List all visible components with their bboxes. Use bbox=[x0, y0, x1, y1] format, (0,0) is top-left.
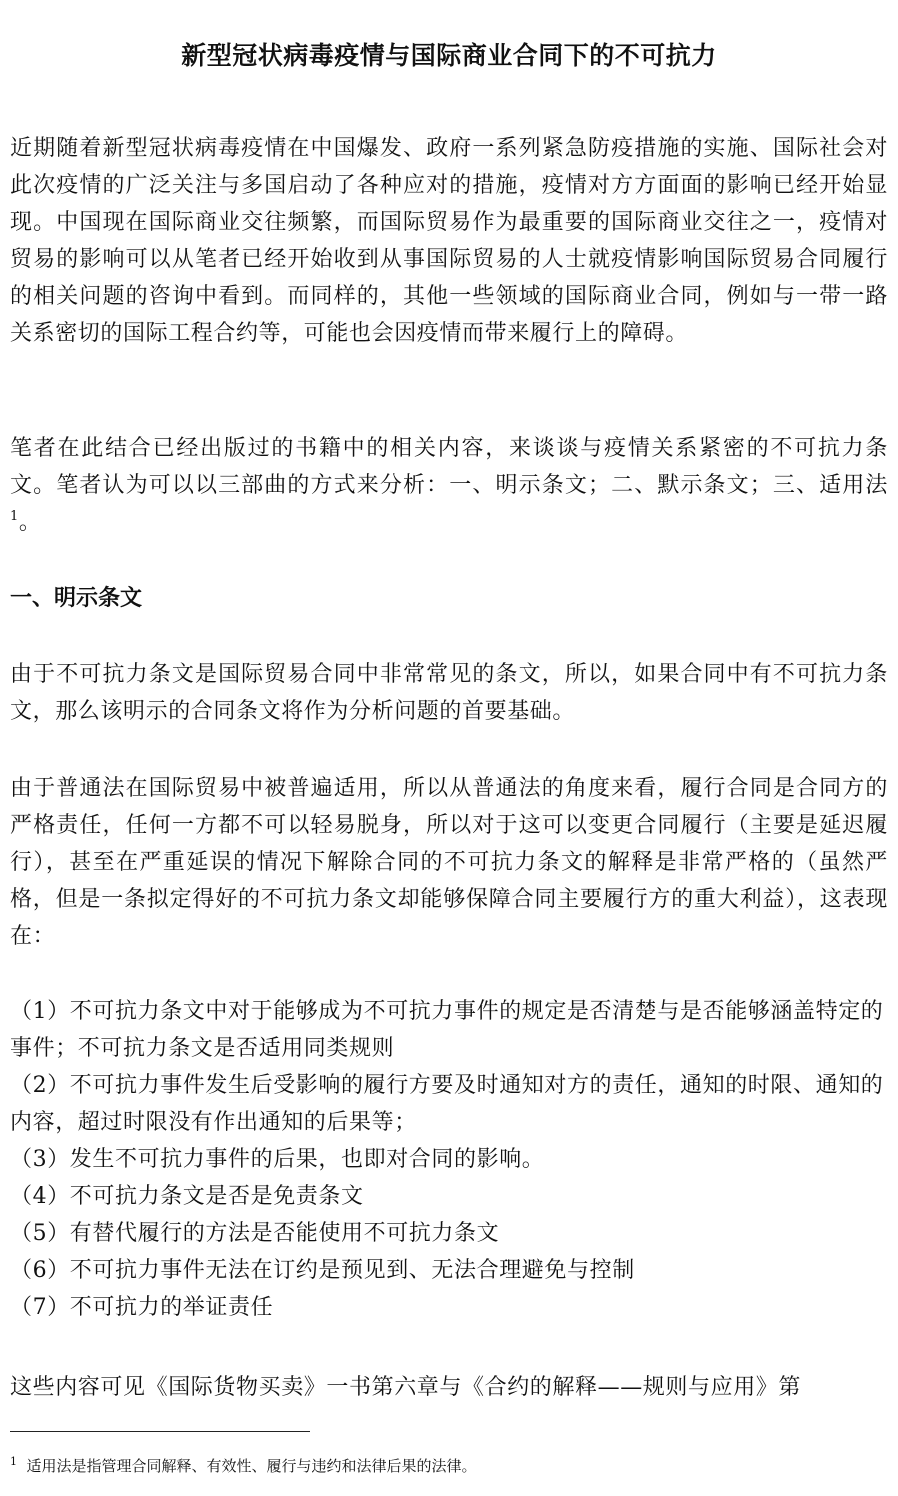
list-item: （5）有替代履行的方法是否能使用不可抗力条文 bbox=[10, 1221, 500, 1246]
page-title: 新型冠状病毒疫情与国际商业合同下的不可抗力 bbox=[181, 41, 717, 70]
list-item: （4）不可抗力条文是否是免责条文 bbox=[10, 1184, 364, 1209]
method-paragraph-text: 笔者在此结合已经出版过的书籍中的相关内容，来谈谈与疫情关系紧密的不可抗力条文。笔者认为可以以三部曲的方式来分析：一、明示条文；二、默示条文；三、适用法 bbox=[10, 436, 888, 498]
list-item: （7）不可抗力的举证责任 bbox=[10, 1295, 274, 1320]
common-law-paragraph: 由于普通法在国际贸易中被普遍适用，所以从普通法的角度来看，履行合同是合同方的严格责任，任何一方都不可以轻易脱身，所以对于这可以变更合同履行（主要是延迟履行），甚至在严重延误的情况下解除合同的不可抗力条文的解释是非常严格的（虽然严格，但是一条拟定得好的不可抗力条文却能够保障合同主要履行方的重大利益），这表现在： bbox=[10, 776, 888, 949]
footnote-text: 适用法是指管理合同解释、有效性、履行与违约和法律后果的法律。 bbox=[26, 1457, 477, 1475]
footnote-divider bbox=[10, 1431, 310, 1432]
list-item: （3）发生不可抗力事件的后果，也即对合同的影响。 bbox=[10, 1147, 545, 1172]
footnote-marker: 1 bbox=[10, 1455, 17, 1468]
method-paragraph-end: 。 bbox=[18, 510, 42, 535]
footnote bbox=[10, 1455, 888, 1477]
section-heading: 一、明示条文 bbox=[10, 586, 143, 611]
list-item: （1）不可抗力条文中对于能够成为不可抗力事件的规定是否清楚与是否能够涵盖特定的事件；不可抗力条文是否适用同类规则 bbox=[10, 999, 884, 1061]
list-item: （6）不可抗力事件无法在订约是预见到、无法合理避免与控制 bbox=[10, 1258, 635, 1283]
reference-paragraph: 这些内容可见《国际货物买卖》一书第六章与《合约的解释——规则与应用》第 bbox=[10, 1375, 802, 1400]
intro-paragraph: 近期随着新型冠状病毒疫情在中国爆发、政府一系列紧急防疫措施的实施、国际社会对此次疫情的广泛关注与多国启动了各种应对的措施，疫情对方方面面的影响已经开始显现。中国现在国际商业交往频繁，而国际贸易作为最重要的国际商业交往之一，疫情对贸易的影响可以从笔者已经开始收到从事国际贸易的人士就疫情影响国际贸易合同履行的相关问题的咨询中看到。而同样的，其他一些领域的国际商业合同，例如与一带一路关系密切的国际工程合约等，可能也会因疫情而带来履行上的障碍。 bbox=[10, 136, 888, 346]
list-item: （2）不可抗力事件发生后受影响的履行方要及时通知对方的责任，通知的时限、通知的内容，超过时限没有作出通知的后果等； bbox=[10, 1073, 884, 1135]
express-clause-paragraph: 由于不可抗力条文是国际贸易合同中非常常见的条文，所以，如果合同中有不可抗力条文，那么该明示的合同条文将作为分析问题的首要基础。 bbox=[10, 662, 888, 724]
method-paragraph bbox=[10, 430, 888, 541]
footnote-reference[interactable]: 1 bbox=[10, 509, 19, 524]
points-list bbox=[10, 993, 888, 1326]
